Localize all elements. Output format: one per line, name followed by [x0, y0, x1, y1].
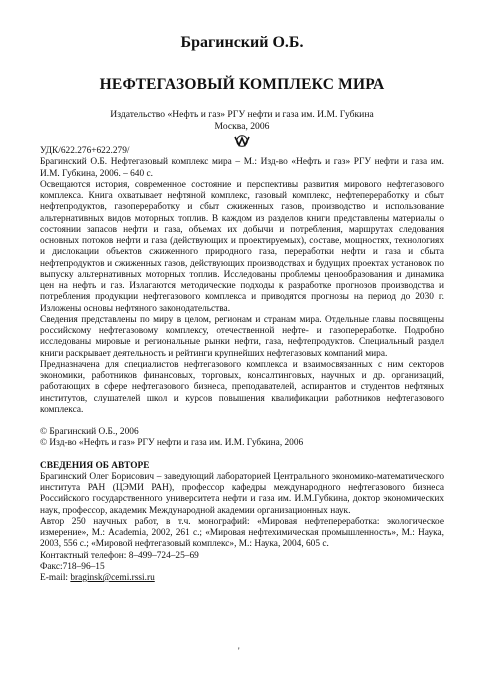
about-author-paragraph: Брагинский Олег Борисович – заведующий лабораторией Центрального экономико-математического института РАН (ЦЭМИ РАН), профессор кафедры международного нефтегазового бизнеса Российского государственного университета нефти и газа им. И.М.Губкина, доктор экономических наук, профессор, академик Международной академии организационных наук. [40, 471, 444, 516]
about-author-heading: СВЕДЕНИЯ ОБ АВТОРЕ [40, 460, 150, 471]
bibliographic-reference: Брагинский О.Б. Нефтегазовый комплекс мира – М.: Изд-во «Нефть и газ» РГУ нефти и газа им. И.М. Губкина, 2006. – 640 с. [40, 157, 444, 179]
publisher-info [0, 109, 484, 133]
abstract-paragraph: Освещаются история, современное состояние и перспективы развития мирового нефтегазового комплекса. Книга охватывает нефтяной комплекс, газовый комплекс, нефтепереработку и сбыт нефтепродуктов, газопереработку и сбыт сжиженных газов, производство и использование альтернативных видов моторных топлив. В каждом из разделов книги представлены материалы о состоянии запасов нефти и газа, объемах их добычи и потребления, маршрутах следования основных потоков нефти и газа (действующих и проектируемых), составе, мощностях, технологиях и дислокации объектов сжиженного природного газа, переработки нефти и газа и сбыта нефтепродуктов и сжиженных газов, действующих производствах и будущих проектах установок по выпуску альтернативных моторных топлив. Исследованы проблемы ценообразования и динамика цен на нефть и газ. Излагаются методические подходы к разработке прогнозов производства и потребления продукции нефтегазового комплекса и приводятся прогнозы на период до 2030 г. Изложены основы нефтяного законодательства. [40, 179, 444, 314]
footer-mark: ' [238, 646, 240, 656]
copyright-author: © Брагинский О.Б., 2006 [40, 427, 139, 437]
book-title: НЕФТЕГАЗОВЫЙ КОМПЛЕКС МИРА [99, 76, 385, 93]
author-name: Брагинский О.Б. [180, 34, 304, 51]
email-label: E-mail: [40, 573, 71, 583]
abstract-paragraph: Предназначена для специалистов нефтегазового комплекса и взаимосвязанных с ним секторов экономики, работников финансовых, торговых, консалтинговых, научных и др. организаций, работающих в сфере нефтегазового бизнеса, преподавателей, аспирантов и студентов нефтяных институтов, слушателей школ и курсов повышения квалификации работников нефтегазового комплекса. [40, 359, 444, 415]
email-link[interactable]: braginsk@cemi.rssi.ru [70, 573, 155, 583]
fax-number: Факс:718–96–15 [40, 561, 105, 572]
copyright-publisher: © Изд-во «Нефть и газ» РГУ нефти и газа им. И.М. Губкина, 2006 [40, 438, 304, 449]
contact-phone: Контактный телефон: 8–499–724–25–69 [40, 550, 199, 561]
abstract-paragraph: Сведения представлены по миру в целом, регионам и странам мира. Отдельные главы посвящены российскому нефтегазовому комплексу, отечественной нефте- и газопереработке. Подробно исследованы мировые и региональные рынки нефти, газа, нефтепродуктов. Специальный раздел книги раскрывает деятельность и рейтинги крупнейших нефтегазовых компаний мира. [40, 314, 444, 359]
publisher-line: Издательство «Нефть и газ» РГУ нефти и газа им. И.М. Губкина [110, 109, 374, 120]
about-author-works: Автор 250 научных работ, в т.ч. монографий: «Мировая нефтепереработка: экологическое измерение», М.: Academia, 2002, 261 с.; «Мировая нефтехимическая промышленность», М.: Наука, 2003, 556 с.; «Мировой нефтегазовый комплекс», М.: Наука, 2004, 605 с. [40, 516, 444, 550]
email-line [40, 573, 444, 584]
publisher-city-year: Москва, 2006 [214, 121, 270, 132]
udk-code: УДК/622.276+622.279/ [40, 146, 130, 156]
document-body [40, 146, 444, 584]
